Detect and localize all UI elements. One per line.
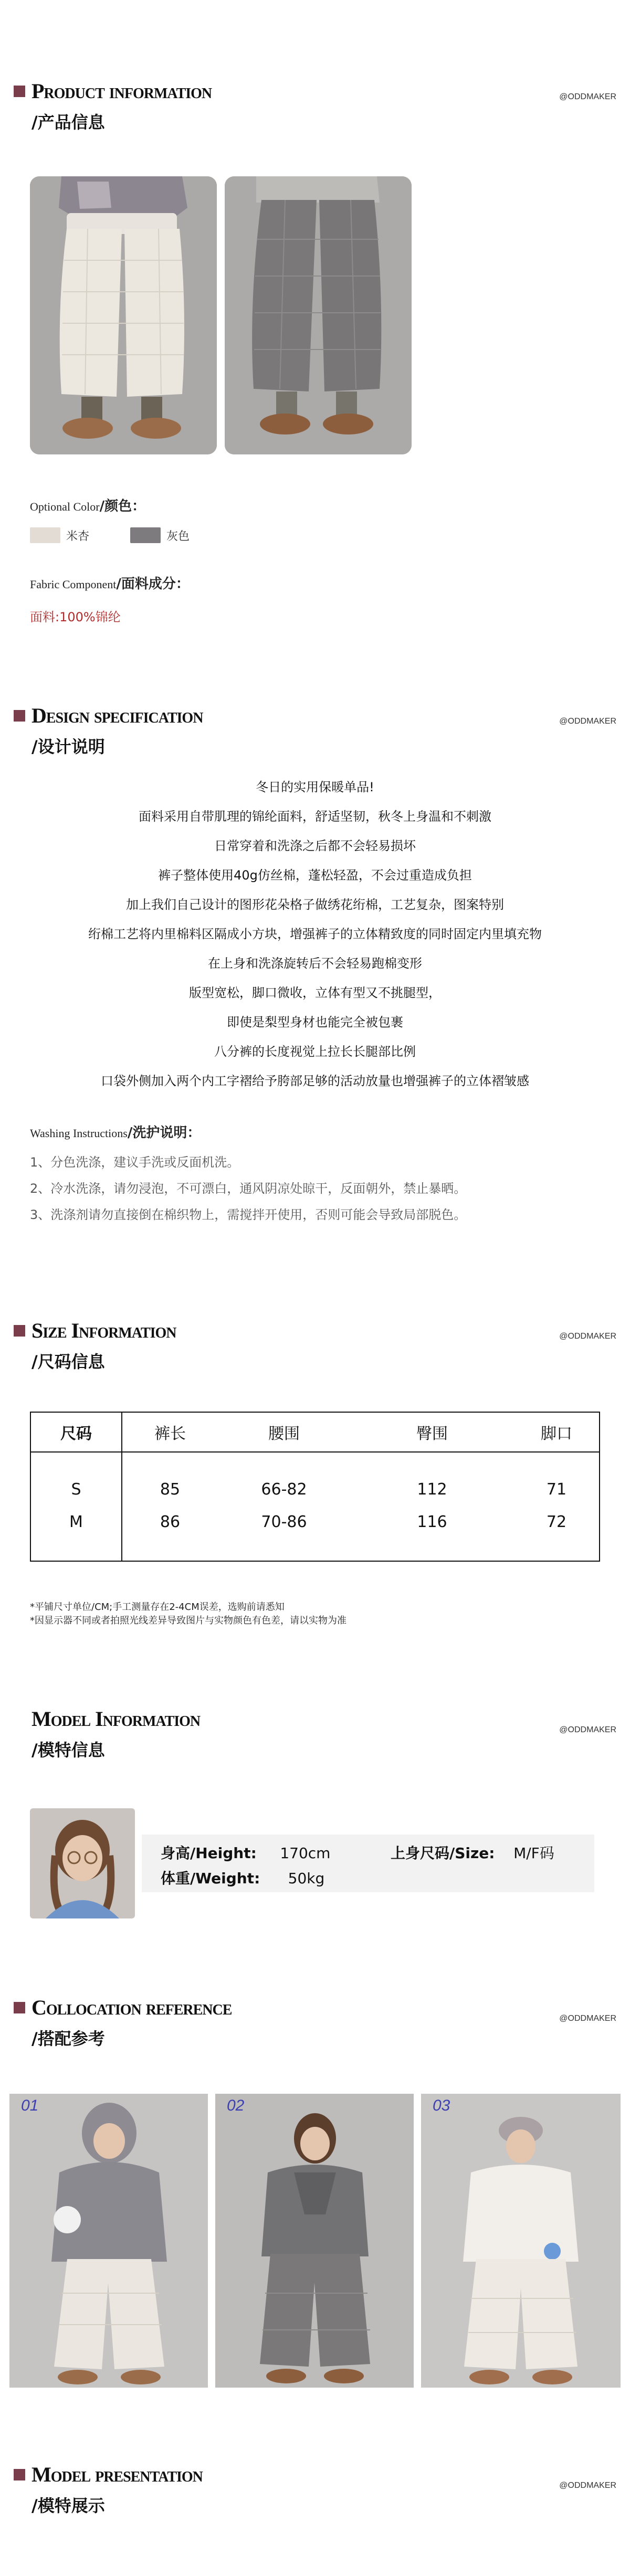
section-marker: [14, 2469, 25, 2480]
outfit-number: 02: [227, 2097, 245, 2114]
outfit-photo-2: [215, 2094, 414, 2388]
design-line: 裤子整体使用40g仿丝棉，蓬松轻盈，不会过重造成负担: [158, 868, 472, 883]
swatch-label-beige: 米杏: [66, 530, 90, 543]
wash-item: 1、分色洗涤，建议手洗或反面机洗。: [30, 1155, 240, 1170]
size-row: [30, 1473, 600, 1506]
size-notes: [30, 1600, 346, 1628]
outfit-photo-3: [421, 2094, 621, 2388]
product-photo-beige: [30, 176, 217, 454]
swatch-label-gray: 灰色: [166, 530, 190, 543]
size-header-cell: 臀围: [416, 1425, 448, 1443]
size-table-header: [30, 1412, 600, 1452]
design-line: 八分裤的长度视觉上拉长长腿部比例: [214, 1044, 416, 1059]
section-subtitle-size-info: /尺码信息: [32, 1352, 105, 1372]
size-cell: M: [30, 1506, 122, 1538]
size-cell: 85: [160, 1480, 181, 1499]
color-label: Optional Color/颜色：: [30, 499, 146, 514]
size-cell: S: [30, 1473, 122, 1506]
brand-tag: @ODDMAKER: [559, 717, 616, 726]
section-title-model-info: Model Information: [32, 1707, 201, 1731]
size-row: [30, 1506, 600, 1538]
size-note: *因显示器不同或者拍照光线差异导致图片与实物颜色有色差，请以实物为准: [30, 1615, 346, 1626]
swatch-beige: [30, 527, 60, 543]
size-cell: 116: [417, 1512, 447, 1531]
design-line: 在上身和洗涤旋转后不会轻易跑棉变形: [208, 956, 422, 971]
fabric-label: Fabric Component/面料成分：: [30, 576, 190, 592]
section-subtitle-collocation: /搭配参考: [32, 2029, 105, 2049]
size-cell: 66-82: [261, 1480, 307, 1499]
design-line: 口袋外侧加入两个内工字褶给予胯部足够的活动放量也增强裤子的立体褶皱感: [101, 1074, 529, 1088]
design-description: [0, 772, 630, 1096]
section-marker: [14, 710, 25, 722]
section-marker: [14, 86, 25, 97]
section-title-design-spec: Design specification: [32, 704, 203, 727]
section-title-product-info: Product information: [32, 79, 212, 103]
swatch-gray: [130, 527, 161, 543]
brand-tag: @ODDMAKER: [559, 2481, 616, 2490]
section-title-size-info: Size Information: [32, 1319, 176, 1342]
design-line: 版型宽松，脚口微收，立体有型又不挑腿型，: [189, 985, 441, 1000]
design-line: 绗棉工艺将内里棉料区隔成小方块，增强裤子的立体精致度的同时固定内里填充物: [88, 927, 542, 941]
section-marker: [14, 1325, 25, 1337]
section-subtitle-model-info: /模特信息: [32, 1740, 105, 1760]
section-title-collocation: Collocation reference: [32, 1996, 232, 2019]
wash-item: 3、洗涤剂请勿直接倒在棉织物上，需搅拌开使用，否则可能会导致局部脱色。: [30, 1207, 467, 1222]
model-weight: 体重/Weight: 50kg: [161, 1870, 325, 1887]
outfit-number: 03: [433, 2097, 450, 2114]
design-line: 面料采用自带肌理的锦纶面料，舒适坚韧，秋冬上身温和不刺激: [139, 809, 491, 824]
outfit-photo-1: [9, 2094, 208, 2388]
size-header-cell: 尺码: [30, 1412, 122, 1452]
product-photo-gray: [225, 176, 412, 454]
brand-tag: @ODDMAKER: [559, 2014, 616, 2023]
section-marker: [14, 2002, 25, 2013]
size-table: [30, 1412, 600, 1562]
wash-item: 2、冷水洗涤，请勿浸泡，不可漂白，通风阴凉处晾干，反面朝外，禁止暴晒。: [30, 1181, 467, 1196]
design-line: 日常穿着和洗涤之后都不会轻易损坏: [214, 839, 416, 853]
brand-tag: @ODDMAKER: [559, 92, 616, 101]
washing-instructions: [30, 1149, 466, 1228]
brand-tag: @ODDMAKER: [559, 1332, 616, 1341]
model-top-size: 上身尺码/Size: M/F码: [391, 1844, 554, 1862]
section-subtitle-design-spec: /设计说明: [32, 737, 105, 757]
design-line: 加上我们自己设计的图形花朵格子做绣花绗棉，工艺复杂，图案特别: [126, 897, 504, 912]
design-line: 即使是梨型身材也能完全被包裹: [227, 1015, 403, 1030]
size-cell: 71: [546, 1480, 567, 1499]
size-cell: 86: [160, 1512, 181, 1531]
outfit-number: 01: [21, 2097, 39, 2114]
size-header-cell: 腰围: [268, 1425, 300, 1443]
model-avatar: [30, 1808, 135, 1918]
section-title-model-presentation: Model presentation: [32, 2463, 203, 2486]
size-header-cell: 脚口: [541, 1425, 572, 1443]
section-subtitle-model-presentation: /模特展示: [32, 2496, 105, 2516]
section-subtitle-product-info: /产品信息: [32, 112, 105, 132]
brand-tag: @ODDMAKER: [559, 1725, 616, 1734]
size-note: *平铺尺寸单位/CM;手工测量存在2-4CM误差，选购前请悉知: [30, 1602, 285, 1613]
design-line: 冬日的实用保暖单品!: [256, 780, 374, 794]
fabric-value: 面料:100%锦纶: [30, 610, 121, 624]
size-cell: 112: [417, 1480, 447, 1499]
washing-label: Washing Instructions/洗护说明：: [30, 1125, 201, 1141]
model-height: 身高/Height: 170cm: [161, 1844, 331, 1862]
size-cell: 72: [546, 1512, 567, 1531]
size-cell: 70-86: [261, 1512, 307, 1531]
size-header-cell: 裤长: [154, 1425, 186, 1443]
